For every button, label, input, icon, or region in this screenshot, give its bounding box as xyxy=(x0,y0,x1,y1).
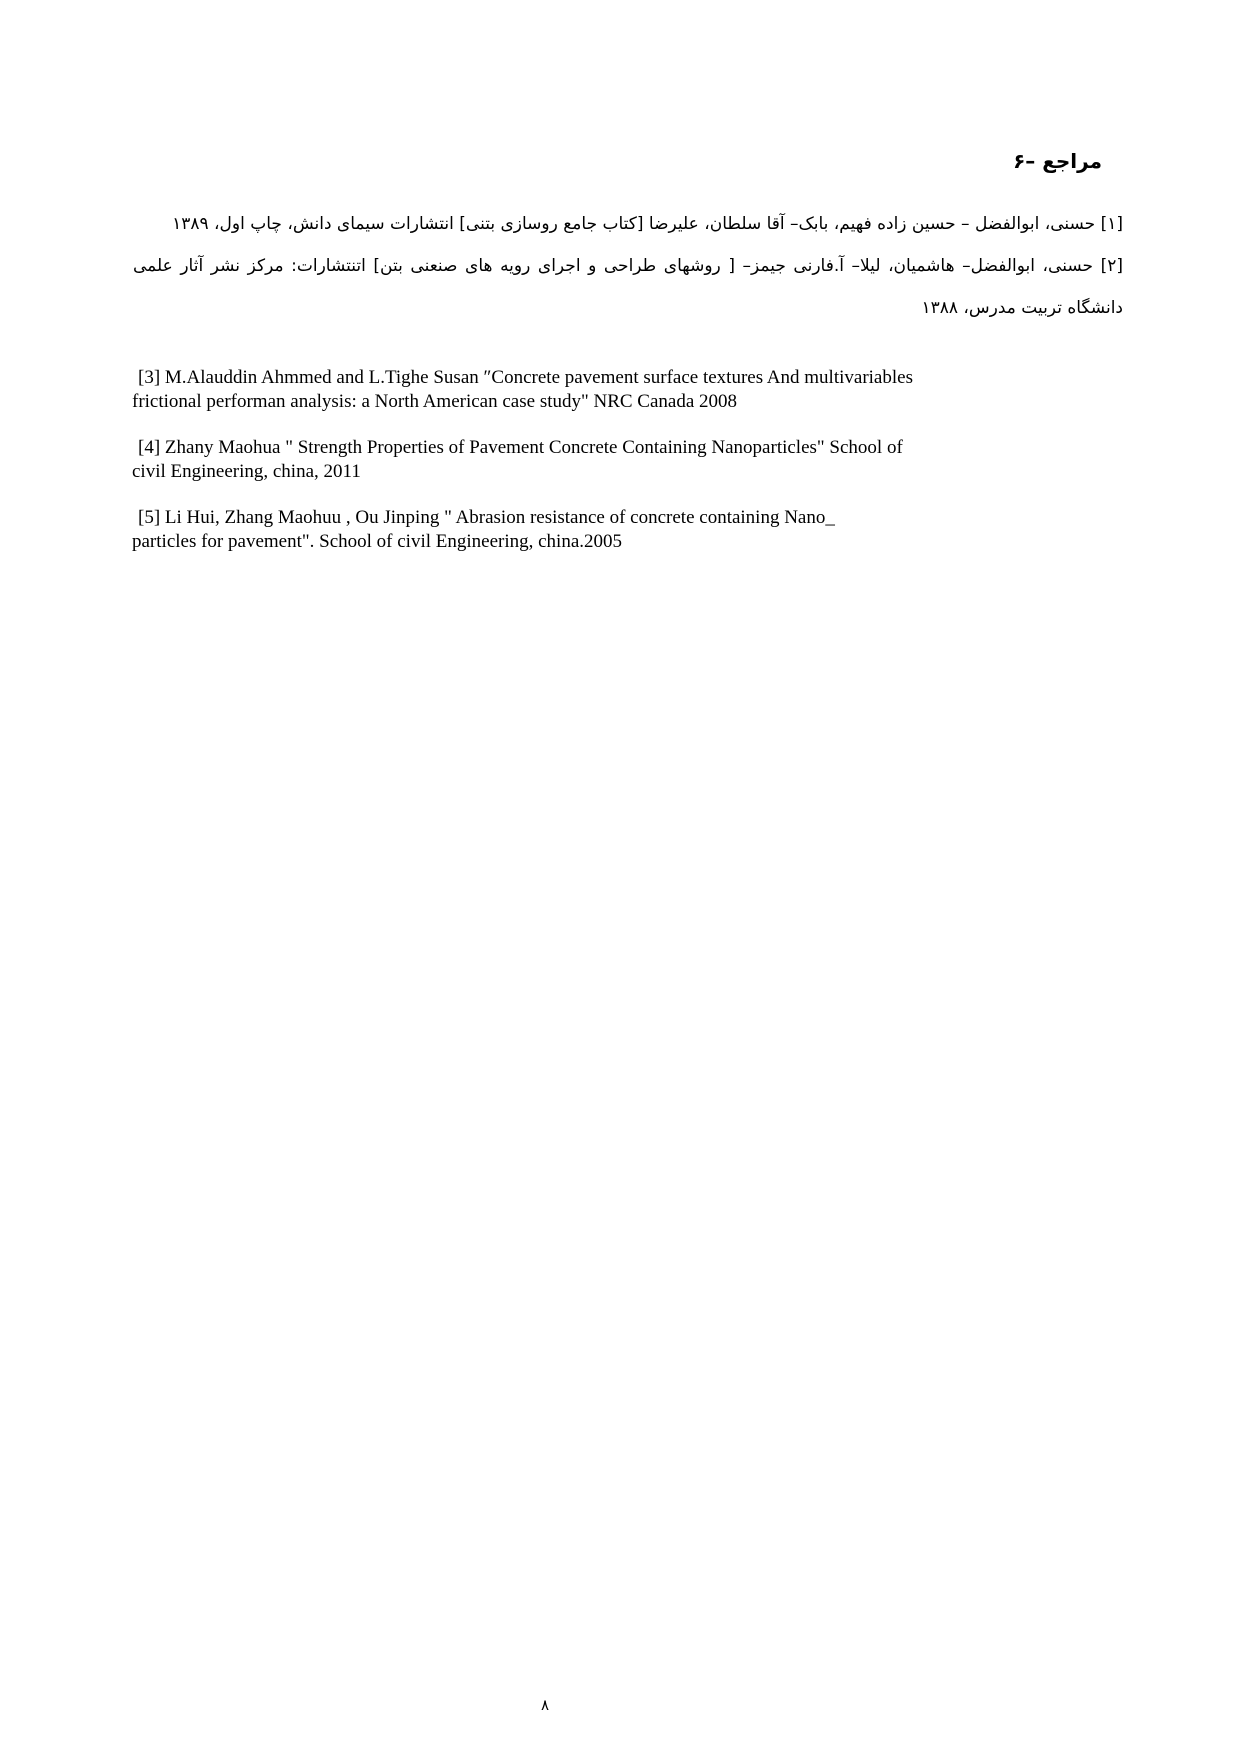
reference-en-4-line-2: civil Engineering, china, 2011 xyxy=(132,460,361,482)
reference-en-5 xyxy=(132,506,1037,553)
reference-en-4 xyxy=(132,436,1037,483)
reference-en-5-line-1: [5] Li Hui, Zhang Maohuu , Ou Jinping " Abrasion resistance of concrete containing Nano_ xyxy=(138,507,835,528)
reference-en-3 xyxy=(132,366,1037,413)
reference-en-3-line-2: frictional performan analysis: a North American case study" NRC Canada 2008 xyxy=(132,390,738,412)
reference-fa-1: [۱] حسنی، ابوالفضل – حسین زاده فهیم، بابک– آقا سلطان، علیرضا [کتاب جامع روسازی بتنی] انتشارات سیمای دانش، چاپ اول، ۱۳۸۹ xyxy=(172,214,1123,234)
english-references-block xyxy=(132,366,1037,576)
section-heading-references: ۶– مراجع xyxy=(1013,149,1102,173)
page-number: ۸ xyxy=(541,1696,550,1714)
reference-en-4-line-1: [4] Zhany Maohua " Strength Properties of Pavement Concrete Containing Nanoparticles" School of xyxy=(138,437,903,458)
reference-fa-2-line-1: [۲] حسنی، ابوالفضل– هاشمیان، لیلا– آ.فارنی جیمز– [ روشهای طراحی و اجرای رویه های صنعنی بتن] اتنتشارات: مرکز نشر آثار علمی xyxy=(133,256,1123,276)
reference-fa-2-line-2: دانشگاه تربیت مدرس، ۱۳۸۸ xyxy=(921,298,1123,318)
reference-en-5-line-2: particles for pavement". School of civil Engineering, china.2005 xyxy=(132,530,623,552)
reference-en-3-line-1: [3] M.Alauddin Ahmmed and L.Tighe Susan ″Concrete pavement surface textures And multivariables xyxy=(138,367,913,388)
